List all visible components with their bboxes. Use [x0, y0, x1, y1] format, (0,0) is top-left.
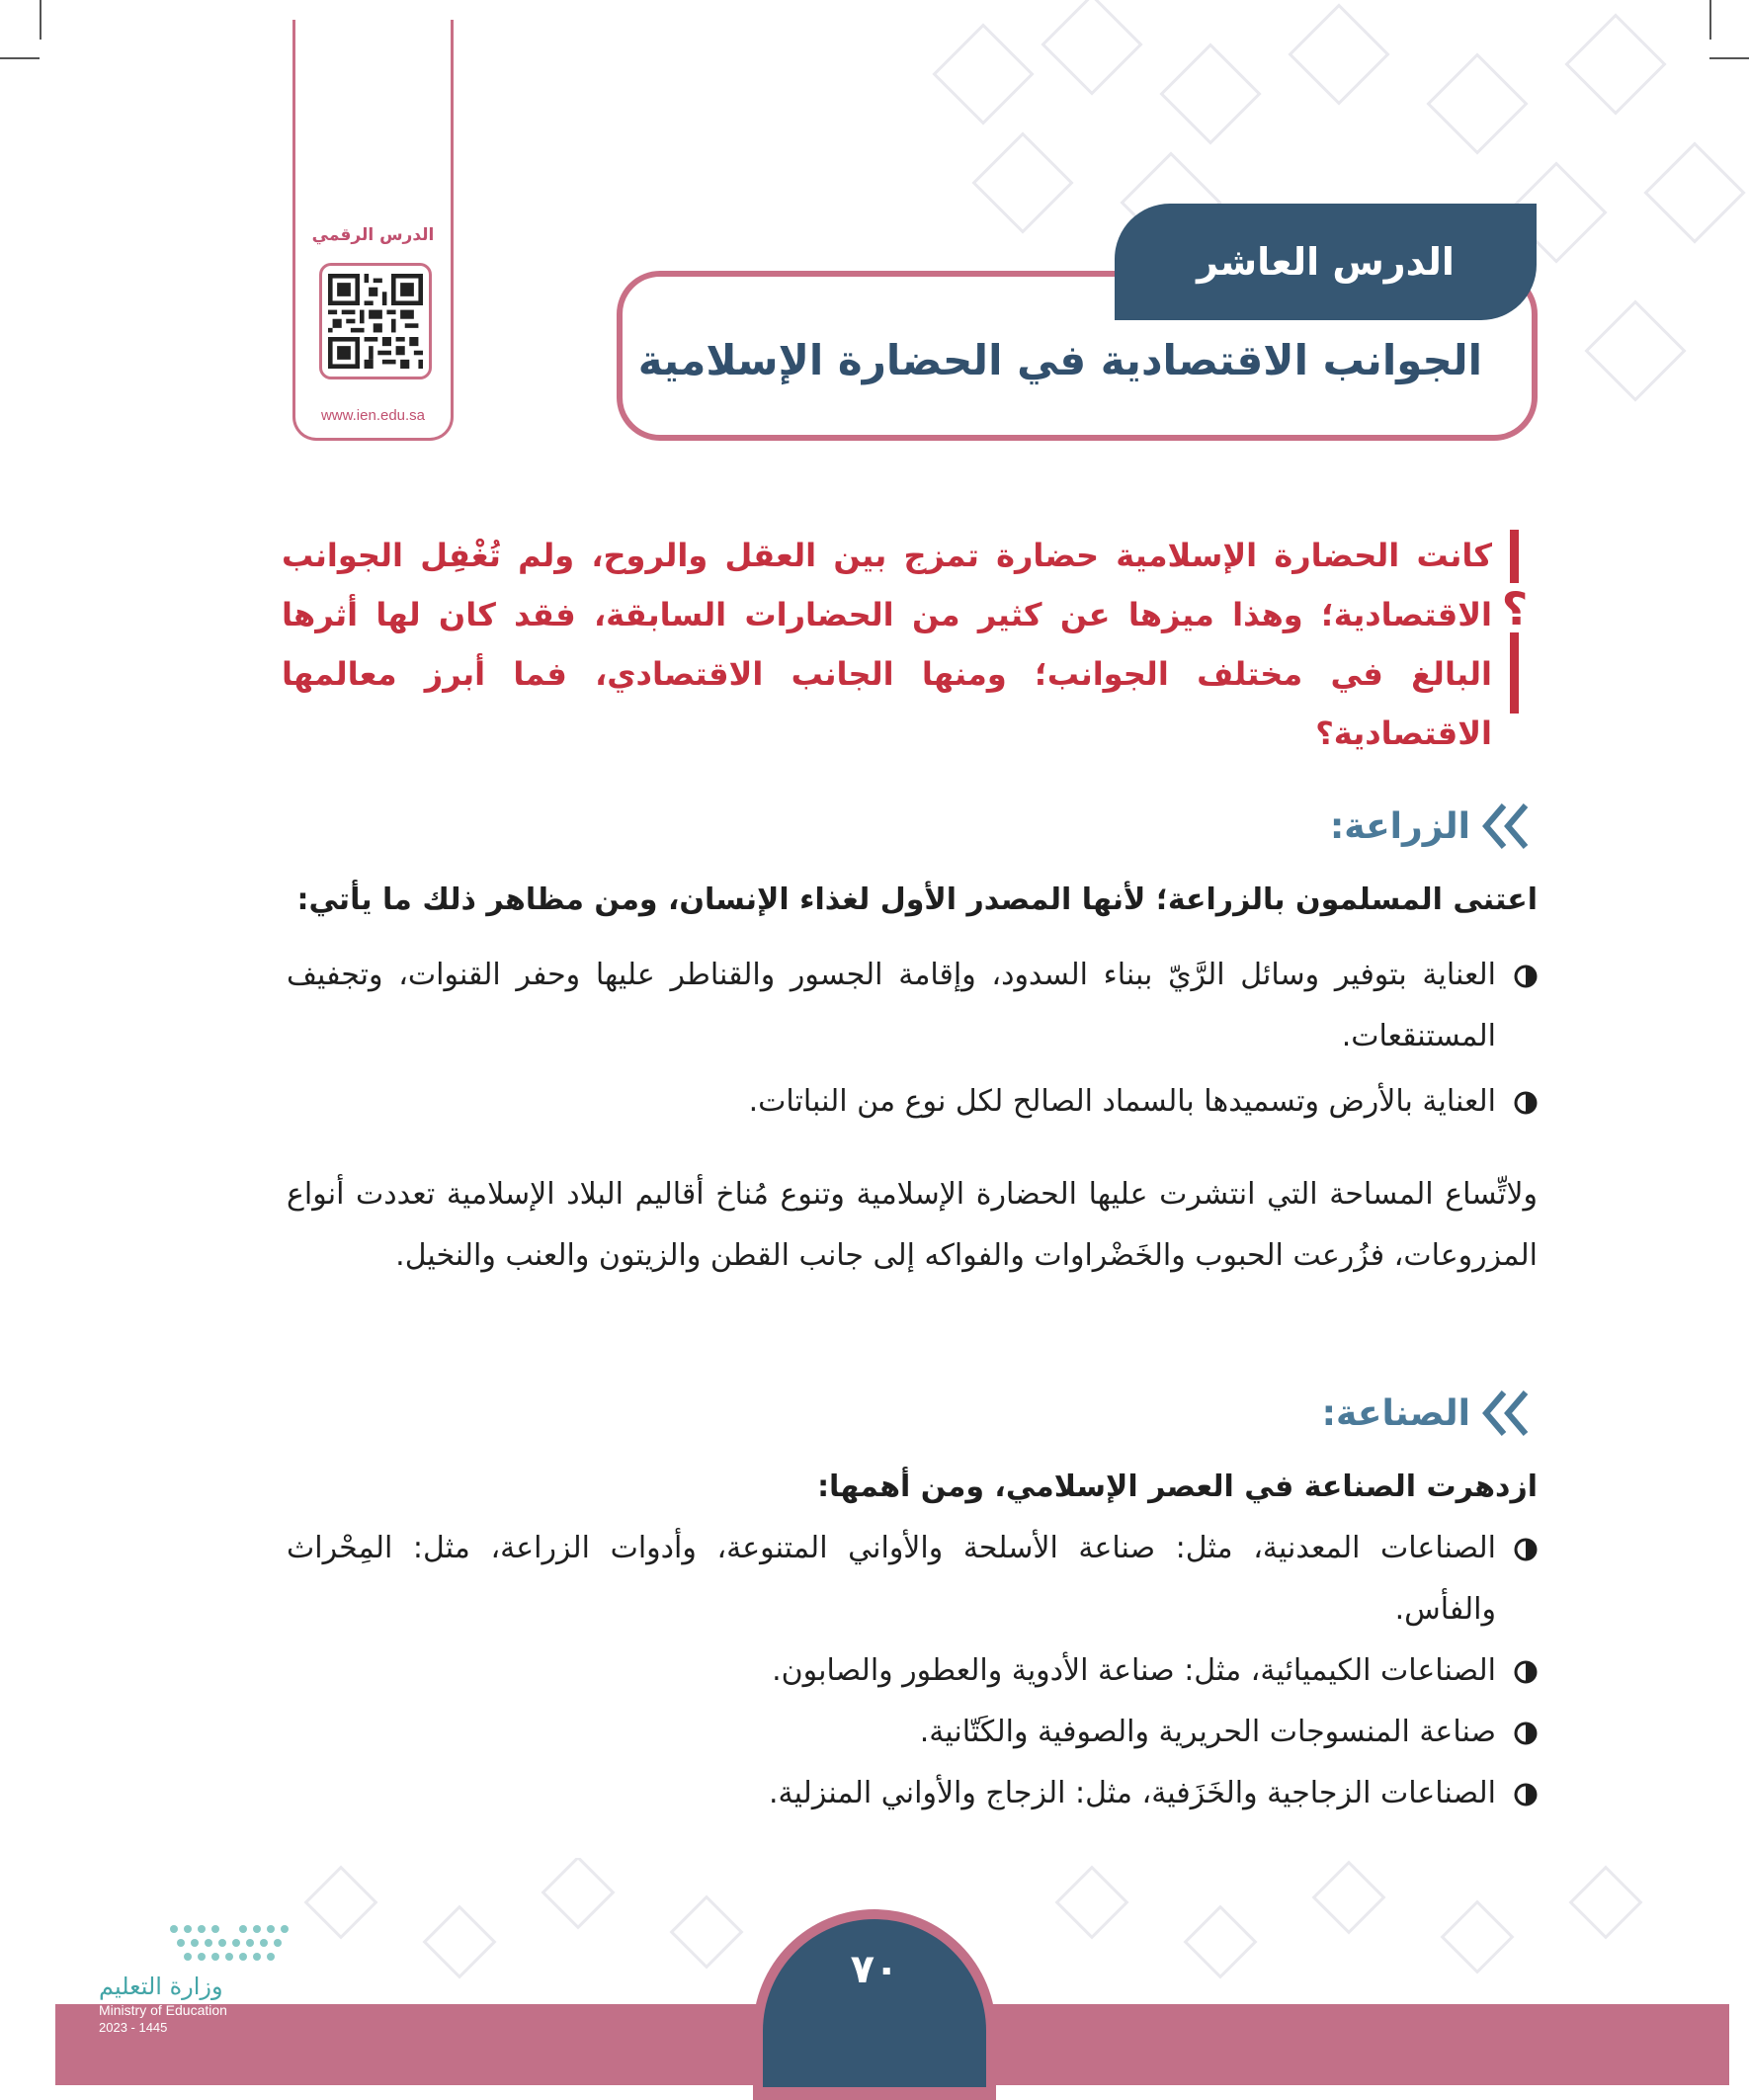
digital-lesson-title: الدرس الرقمي [311, 225, 435, 245]
half-circle-bullet-icon [1514, 1538, 1538, 1561]
agriculture-heading-label: الزراعة: [1329, 805, 1470, 847]
digital-lesson-url[interactable]: www.ien.edu.sa [320, 407, 426, 424]
lesson-number: الدرس العاشر [1197, 240, 1455, 284]
agriculture-bullet-1: العناية بتوفير وسائل الرَّيّ ببناء السدود، وإقامة الجسور والقناطر عليها وحفر القنوات، وتجفيف المستنقعات. [287, 958, 1496, 1053]
agriculture-heading [1330, 798, 1534, 854]
industry-lead: ازدهرت الصناعة في العصر الإسلامي، ومن أهمها: [817, 1470, 1538, 1504]
half-circle-bullet-icon [1514, 1722, 1538, 1745]
industry-bullet-1: الصناعات المعدنية، مثل: صناعة الأسلحة والأواني المتنوعة، وأدوات الزراعة، مثل: المِحْراث والفأس. [287, 1531, 1496, 1627]
half-circle-bullet-icon [1514, 1091, 1538, 1115]
digital-lesson-card[interactable] [292, 20, 454, 441]
industry-bullet-2: الصناعات الكيميائية، مثل: صناعة الأدوية والعطور والصابون. [772, 1653, 1496, 1688]
edition-year: 2023 - 1445 [99, 2020, 168, 2035]
svg-text:؟: ؟ [1501, 583, 1529, 632]
industry-bullet-3: صناعة المنسوجات الحريرية والصوفية والكَتّانية. [919, 1715, 1496, 1749]
ministry-name-arabic: وزارة التعليم [99, 1973, 223, 2000]
ministry-name-english: Ministry of Education [99, 2002, 227, 2018]
agriculture-bullet-2: العناية بالأرض وتسميدها بالسماد الصالح لكل نوع من النباتات. [748, 1084, 1496, 1119]
agriculture-paragraph: ولاتِّساع المساحة التي انتشرت عليها الحضارة الإسلامية وتنوع مُناخ أقاليم البلاد الإسلامية تعددت أنواع المزروعات، فزُرعت الحبوب والخَضْراوات والفواكه إلى جانب القطن والزيتون والعنب والنخيل. [287, 1177, 1538, 1273]
list-item [287, 1763, 1538, 1824]
industry-heading-label: الصناعة: [1321, 1392, 1470, 1434]
half-circle-bullet-icon [1514, 1660, 1538, 1684]
list-item [287, 1702, 1538, 1763]
industry-heading [1322, 1386, 1534, 1441]
page-number-badge-inner [763, 1919, 986, 2087]
agriculture-list [287, 945, 1538, 1133]
industry-list [287, 1518, 1538, 1824]
crop-mark [1709, 0, 1711, 40]
list-item [287, 1071, 1538, 1133]
page-number-badge [753, 1909, 996, 2100]
half-circle-bullet-icon [1514, 965, 1538, 988]
industry-bullet-4: الصناعات الزجاجية والخَزَفية، مثل: الزجاج والأواني المنزلية. [769, 1776, 1496, 1810]
crop-mark [40, 0, 42, 40]
lesson-number-tab [1115, 204, 1537, 320]
list-item [287, 1640, 1538, 1702]
question-mark-icon [1492, 583, 1538, 632]
page-number: ٧٠ [850, 1947, 899, 1992]
crop-mark [1709, 57, 1749, 59]
qr-code-icon[interactable] [319, 263, 432, 379]
lesson-title: الجوانب الاقتصادية في الحضارة الإسلامية [637, 336, 1482, 384]
double-chevron-icon [1482, 801, 1534, 851]
crop-mark [0, 57, 40, 59]
agriculture-lead: اعتنى المسلمون بالزراعة؛ لأنها المصدر الأول لغذاء الإنسان، ومن مظاهر ذلك ما يأتي: [296, 882, 1538, 917]
list-item [287, 945, 1538, 1067]
intro-paragraph: كانت الحضارة الإسلامية حضارة تمزج بين العقل والروح، ولم تُغْفِل الجوانب الاقتصادية؛ وهذا ميزها عن كثير من الحضارات السابقة، فقد كان لها أثرها البالغ في مختلف الجوانب؛ ومنها الجانب الاقتصادي، فما أبرز معالمها الاقتصادية؟ [282, 537, 1492, 752]
half-circle-bullet-icon [1514, 1783, 1538, 1806]
list-item [287, 1518, 1538, 1640]
double-chevron-icon [1482, 1388, 1534, 1438]
